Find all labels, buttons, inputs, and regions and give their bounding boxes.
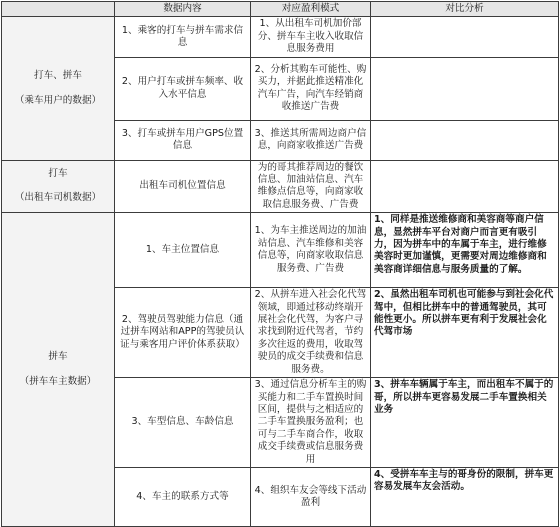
content-cell: 出租车司机位置信息 bbox=[115, 160, 251, 213]
model-cell: 为的哥其推荐周边的餐饮信息、加油站信息、汽车维修点信息等，向商家收取信息服务费、广告费 bbox=[251, 160, 371, 213]
content-cell: 1、乘客的打车与拼车需求信息 bbox=[115, 17, 251, 57]
model-cell: 3、推送其所需周边商户信息，向商家收推送广告费 bbox=[251, 120, 371, 160]
content-cell: 4、车主的联系方式等 bbox=[115, 467, 251, 526]
analysis-cell: 1、同样是推送维修商和美容商等商户信息，显然拼车平台对商户而言更有吸引力，因为拼车中的车属于车主，进行维修美容时更加谨慎，更需要对周边维修商和美容商详细信息与服务质量的了解。 bbox=[371, 213, 559, 288]
content-cell: 2、驾驶员驾驶能力信息（通过拼车网站和APP的驾驶员认证与乘客用户评价体系获取） bbox=[115, 288, 251, 378]
content-cell: 2、用户打车或拼车频率、收入水平信息 bbox=[115, 57, 251, 120]
header-blank bbox=[2, 2, 115, 17]
content-cell: 3、打车或拼车用户GPS位置信息 bbox=[115, 120, 251, 160]
group-label-passenger bbox=[2, 17, 115, 160]
model-cell: 4、组织车友会等线下活动盈利 bbox=[251, 467, 371, 526]
model-cell: 1、从出租车司机加价部分、拼车车主收入收取信息服务费用 bbox=[251, 17, 371, 57]
group-subtitle: （出租车司机数据） bbox=[14, 192, 102, 204]
table-row bbox=[2, 17, 559, 57]
table-row bbox=[2, 213, 559, 288]
header-row bbox=[2, 2, 559, 17]
analysis-cell bbox=[371, 17, 559, 57]
group-label-carpool-owner bbox=[2, 213, 115, 527]
group-label-driver bbox=[2, 160, 115, 213]
group-title: 打车、拼车 bbox=[34, 70, 82, 82]
content-cell: 1、车主位置信息 bbox=[115, 213, 251, 288]
header-model: 对应盈利模式 bbox=[251, 2, 371, 17]
group-title: 打车 bbox=[48, 168, 68, 180]
content-cell: 3、车型信息、车龄信息 bbox=[115, 378, 251, 468]
model-cell: 3、通过信息分析车主的购买能力和二手车置换时间区间，提供与之相适应的二手车置换服务盈利；也可与二手车商合作，收取成交手续费或信息服务费用 bbox=[251, 378, 371, 468]
header-analysis: 对比分析 bbox=[371, 2, 559, 17]
analysis-cell bbox=[371, 120, 559, 160]
group-subtitle: （乘车用户的数据） bbox=[14, 94, 102, 106]
table-row bbox=[2, 160, 559, 213]
model-cell: 2、从拼车进入社会化代驾领域，即通过移动终端开展社会化代驾，为客户寻求找到附近代驾者，节约多次往返的费用，收取驾驶员的成交手续费和信息服务费。 bbox=[251, 288, 371, 378]
analysis-cell bbox=[371, 160, 559, 213]
header-content: 数据内容 bbox=[115, 2, 251, 17]
analysis-cell: 3、拼车车辆属于车主，而出租车不属于的哥，所以拼车更容易发展二手车置换相关业务 bbox=[371, 378, 559, 468]
analysis-cell: 4、受拼车车主与的哥身份的限制，拼车更容易发展车友会活动。 bbox=[371, 467, 559, 526]
analysis-cell bbox=[371, 57, 559, 120]
group-subtitle: （拼车车主数据） bbox=[19, 375, 97, 387]
analysis-cell: 2、虽然出租车司机也可能参与到社会化代驾中，但相比拼车中的普通驾驶员，其可能性更小。所以拼车更有利于发展社会化代驾市场 bbox=[371, 288, 559, 378]
group-title: 拼车 bbox=[48, 351, 68, 363]
model-cell: 2、分析其购车可能性、购买力，并据此推送精准化汽车广告，向汽车经销商收推送广告费 bbox=[251, 57, 371, 120]
comparison-table bbox=[1, 1, 559, 527]
model-cell: 1、为车主推送周边的加油站信息、汽车维修和美容信息等，向商家收取信息服务费、广告费 bbox=[251, 213, 371, 288]
